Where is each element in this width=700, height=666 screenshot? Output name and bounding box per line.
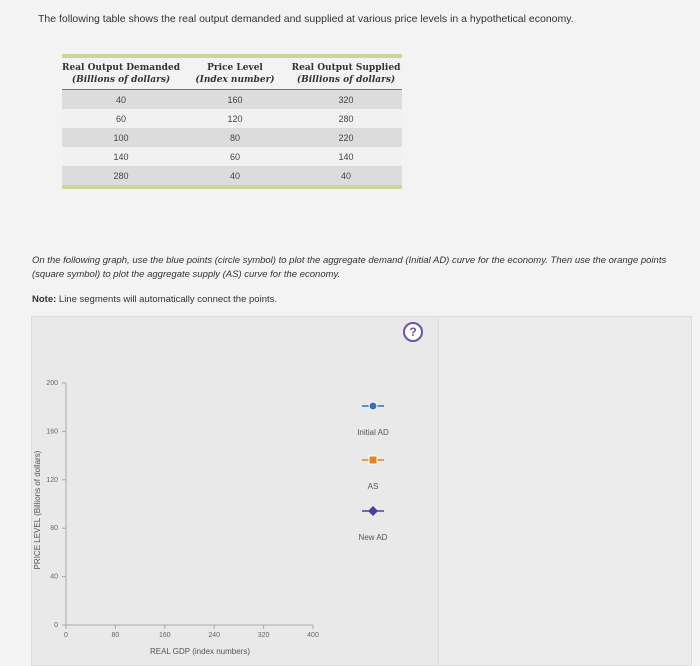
legend-tool-initial-ad[interactable] (357, 402, 389, 437)
cell-price: 120 (227, 113, 243, 124)
header-subline: (Index number) (195, 75, 275, 85)
cell-demanded: 140 (113, 151, 129, 162)
cell-price: 80 (229, 132, 240, 143)
axes (33, 380, 319, 656)
x-tick-label: 400 (307, 632, 319, 639)
cell-demanded: 60 (115, 113, 126, 124)
legend-label: New AD (358, 533, 388, 542)
note-body: Line segments will automatically connect the points. (56, 294, 278, 305)
y-tick-label: 200 (46, 380, 58, 387)
legend-label: AS (367, 482, 379, 491)
x-tick-label: 320 (257, 632, 270, 639)
cell-demanded: 280 (113, 170, 129, 181)
y-tick-label: 160 (46, 428, 58, 436)
cell-supplied: 40 (340, 170, 351, 181)
cell-supplied: 320 (338, 94, 354, 105)
circle-marker-icon (369, 402, 377, 410)
x-tick-label: 0 (64, 632, 68, 639)
legend-label: Initial AD (357, 428, 389, 437)
cell-demanded: 40 (115, 94, 126, 105)
header-line: Price Level (207, 63, 263, 73)
instructions-text: On the following graph, use the blue points (circle symbol) to plot the aggregate demand (Initial AD) curve for the economy. Then use the orange points (square symbol) to plot the aggregate supply (AS) curve for the economy. (32, 255, 667, 280)
cell-supplied: 140 (338, 151, 354, 162)
cell-demanded: 100 (113, 132, 129, 143)
legend-tool-new-ad[interactable] (359, 506, 388, 542)
legend[interactable] (357, 402, 389, 542)
y-tick-label: 0 (54, 622, 58, 629)
note-label: Note: (32, 294, 57, 305)
header-line: Real Output Supplied (291, 63, 401, 73)
x-tick-label: 80 (111, 632, 120, 639)
help-icon[interactable]: ? (403, 322, 423, 342)
x-tick-label: 160 (158, 632, 171, 639)
x-axis-title: REAL GDP (index numbers) (149, 647, 251, 656)
cell-price: 40 (229, 170, 240, 181)
cell-price: 60 (229, 151, 240, 162)
y-tick-label: 80 (50, 525, 58, 533)
y-tick-label: 40 (50, 573, 58, 581)
y-tick-label: 120 (46, 476, 58, 484)
diamond-marker-icon (368, 506, 378, 516)
intro-text: The following table shows the real output demanded and supplied at various price levels in a hypothetical economy. (38, 13, 574, 25)
x-tick-label: 240 (208, 632, 221, 639)
y-axis-title: PRICE LEVEL (Billions of dollars) (33, 450, 42, 570)
header-subline: (Billions of dollars) (296, 75, 396, 85)
cell-supplied: 280 (338, 113, 354, 124)
cell-price: 160 (227, 94, 243, 105)
header-line: Real Output Demanded (62, 63, 180, 73)
cell-supplied: 220 (338, 132, 354, 143)
legend-tool-as[interactable] (362, 456, 384, 491)
square-marker-icon (369, 456, 377, 464)
header-subline: (Billions of dollars) (71, 75, 171, 85)
